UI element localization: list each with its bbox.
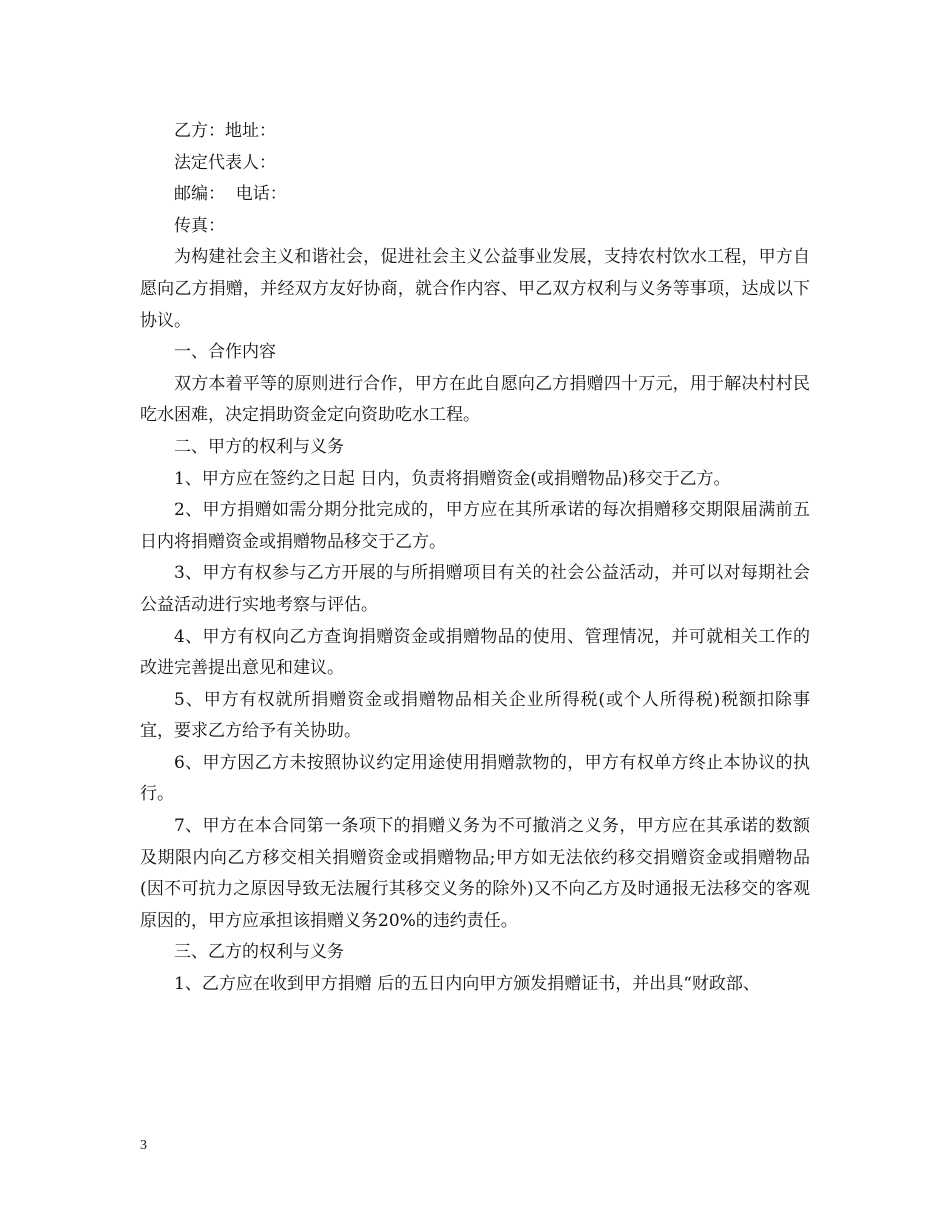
party-a-clause-1: 1、甲方应在签约之日起 日内，负责将捐赠资金(或捐赠物品)移交于乙方。	[174, 468, 731, 489]
party-a-clause-6: 6、甲方因乙方未按照协议约定用途使用捐赠款物的，甲方有权单方终止本协议的执行。	[140, 752, 810, 805]
party-b-clause-1: 1、乙方应在收到甲方捐赠 后的五日内向甲方颁发捐赠证书，并出具“财政部、	[174, 974, 760, 995]
party-b-address-line: 乙方：地址：	[174, 121, 276, 141]
fax-line: 传真：	[174, 215, 225, 236]
page-number: 3	[140, 1138, 147, 1153]
party-a-clause-7: 7、甲方在本合同第一条项下的捐赠义务为不可撤消之义务，甲方应在其承诺的数额及期限内向乙方移交相关捐赠资金或捐赠物品;甲方如无法依约移交捐赠资金或捐赠物品(因不可抗力之原因导致无法履行其移交义务的除外)又不向乙方及时通报无法移交的客观原因的，甲方应承担该捐赠义务20%的违约责任。	[140, 816, 810, 931]
postcode-phone-line: 邮编： 电话：	[174, 184, 287, 205]
cooperation-paragraph: 双方本着平等的原则进行合作，甲方在此自愿向乙方捐赠四十万元，用于解决村村民吃水困难，决定捐助资金定向资助吃水工程。	[140, 373, 810, 426]
section-heading-party-a: 二、甲方的权利与义务	[174, 436, 344, 457]
party-a-clause-2: 2、甲方捐赠如需分期分批完成的，甲方应在其所承诺的每次捐赠移交期限届满前五日内将捐赠资金或捐赠物品移交于乙方。	[140, 500, 810, 552]
section-heading-party-b: 三、乙方的权利与义务	[174, 942, 344, 963]
document-body	[140, 116, 810, 1001]
legal-representative-line: 法定代表人：	[174, 152, 276, 173]
preamble-paragraph: 为构建社会主义和谐社会，促进社会主义公益事业发展，支持农村饮水工程，甲方自愿向乙方捐赠，并经双方友好协商，就合作内容、甲乙双方权利与义务等事项，达成以下协议。	[140, 247, 810, 331]
section-heading-cooperation: 一、合作内容	[174, 342, 276, 363]
party-a-clause-3: 3、甲方有权参与乙方开展的与所捐赠项目有关的社会公益活动，并可以对每期社会公益活动进行实地考察与评估。	[140, 563, 810, 615]
party-a-clause-5: 5、甲方有权就所捐赠资金或捐赠物品相关企业所得税(或个人所得税)税额扣除事宜，要求乙方给予有关协助。	[140, 689, 810, 742]
party-a-clause-4: 4、甲方有权向乙方查询捐赠资金或捐赠物品的使用、管理情况，并可就相关工作的改进完善提出意见和建议。	[140, 626, 810, 679]
